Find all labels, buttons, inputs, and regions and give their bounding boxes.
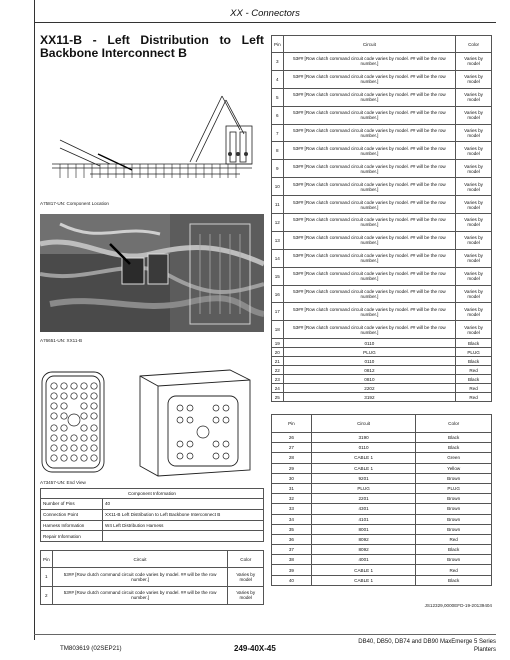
wire-color-cell: Black xyxy=(416,575,492,585)
footer-models-line1: DB40, DB50, DB74 and DB90 MaxEmerge 5 Series xyxy=(358,639,496,645)
circuit-cell: 53## [Row clutch command circuit code varies by model. ## will be the row number.] xyxy=(283,303,456,321)
circuit-cell: 53## [Row clutch command circuit code varies by model. ## will be the row number.] xyxy=(283,124,456,142)
component-info-value: 40 xyxy=(103,499,264,510)
pin-number-cell: 17 xyxy=(272,303,284,321)
footer-models-line2: Planters xyxy=(473,647,496,653)
table-row xyxy=(272,366,492,375)
table-row xyxy=(272,375,492,384)
wire-color-cell: Black xyxy=(456,339,492,348)
pin-number-cell: 26 xyxy=(272,433,312,443)
circuit-cell: 53## [Row clutch command circuit code varies by model. ## will be the row number.] xyxy=(283,142,456,160)
circuit-cell: CABLE 1 xyxy=(311,463,416,473)
pin-number-cell: 31 xyxy=(272,483,312,493)
end-view-pin-grid xyxy=(51,383,97,461)
wire-color-cell: Varies by model xyxy=(456,321,492,339)
wire-color-cell: Yellow xyxy=(416,463,492,473)
pin-column-header: Pin xyxy=(272,415,312,433)
table-row xyxy=(272,249,492,267)
table-row xyxy=(272,88,492,106)
wire-color-cell: Varies by model xyxy=(456,178,492,196)
pin-number-cell: 39 xyxy=(272,565,312,575)
table-row xyxy=(272,267,492,285)
circuit-cell: 53## [Row clutch command circuit code varies by model. ## will be the row number.] xyxy=(283,231,456,249)
wire-color-cell: Black xyxy=(456,357,492,366)
component-info-key: Connection Point xyxy=(41,509,103,520)
pin-column-header: Pin xyxy=(272,36,284,53)
table-row xyxy=(272,565,492,575)
circuit-cell: 53## [Row clutch command circuit code varies by model. ## will be the row number.] xyxy=(283,53,456,71)
table-row xyxy=(272,534,492,544)
circuit-cell: CABLE 1 xyxy=(311,575,416,585)
table-row xyxy=(272,393,492,402)
page-header: XX - Connectors xyxy=(230,8,300,19)
wire-color-cell: Varies by model xyxy=(456,106,492,124)
component-location-illustration xyxy=(40,70,264,198)
circuit-cell: 0110 xyxy=(283,339,456,348)
circuit-cell: 4101 xyxy=(311,514,416,524)
pin-number-cell: 38 xyxy=(272,555,312,565)
circuit-cell: 53## [Row clutch command circuit code varies by model. ## will be the row number.] xyxy=(283,178,456,196)
wire-color-cell: Black xyxy=(416,443,492,453)
pin-number-cell: 7 xyxy=(272,124,284,142)
circuit-cell: 53## [Row clutch command circuit code varies by model. ## will be the row number.] xyxy=(52,568,228,587)
component-information-heading: Component Information xyxy=(41,489,264,499)
circuit-cell: CABLE 1 xyxy=(311,565,416,575)
pin-number-cell: 33 xyxy=(272,504,312,514)
table-row xyxy=(272,321,492,339)
pin-number-cell: 29 xyxy=(272,463,312,473)
circuit-cell: 0810 xyxy=(283,375,456,384)
table-row xyxy=(272,339,492,348)
circuit-column-header: Circuit xyxy=(283,36,456,53)
table-row xyxy=(272,124,492,142)
table-row xyxy=(272,348,492,357)
circuit-cell: 53## [Row clutch command circuit code varies by model. ## will be the row number.] xyxy=(283,88,456,106)
pin-number-cell: 14 xyxy=(272,249,284,267)
color-column-header: Color xyxy=(456,36,492,53)
table-row xyxy=(272,494,492,504)
circuit-cell: 53## [Row clutch command circuit code varies by model. ## will be the row number.] xyxy=(283,285,456,303)
pin-number-cell: 22 xyxy=(272,366,284,375)
pin-number-cell: 11 xyxy=(272,196,284,214)
pin-number-cell: 15 xyxy=(272,267,284,285)
wire-color-cell: Black xyxy=(456,375,492,384)
wire-color-cell: PLUG xyxy=(416,483,492,493)
circuit-cell: 8001 xyxy=(311,524,416,534)
pin-number-cell: 32 xyxy=(272,494,312,504)
circuit-cell: 53## [Row clutch command circuit code varies by model. ## will be the row number.] xyxy=(283,196,456,214)
connector-photo-caption: A76651-UN: XX11-B xyxy=(40,338,83,343)
pin-number-cell: 6 xyxy=(272,106,284,124)
wire-color-cell: Varies by model xyxy=(456,214,492,232)
wire-color-cell: Varies by model xyxy=(456,53,492,71)
connector-end-view xyxy=(40,366,264,478)
table-row xyxy=(272,514,492,524)
pin-number-cell: 28 xyxy=(272,453,312,463)
wire-color-cell: Red xyxy=(416,534,492,544)
pin-column-header: Pin xyxy=(41,551,53,568)
table-row xyxy=(272,504,492,514)
color-column-header: Color xyxy=(228,551,264,568)
pin-number-cell: 13 xyxy=(272,231,284,249)
table-row xyxy=(272,453,492,463)
pin-number-cell: 19 xyxy=(272,339,284,348)
table-row xyxy=(272,433,492,443)
circuit-cell: 4301 xyxy=(311,504,416,514)
pin-number-cell: 1 xyxy=(41,568,53,587)
table-row xyxy=(272,524,492,534)
wire-color-cell: Varies by model xyxy=(456,303,492,321)
wire-color-cell: Red xyxy=(456,393,492,402)
pin-number-cell: 24 xyxy=(272,384,284,393)
component-info-key: Harness Information xyxy=(41,520,103,531)
circuit-cell: 53## [Row clutch command circuit code varies by model. ## will be the row number.] xyxy=(283,70,456,88)
circuit-cell: 53## [Row clutch command circuit code varies by model. ## will be the row number.] xyxy=(52,586,228,605)
component-info-value: XX11-B Left Distribution to Left Backbone Interconnect B xyxy=(103,509,264,520)
pin-number-cell: 25 xyxy=(272,393,284,402)
circuit-cell: 2201 xyxy=(311,494,416,504)
footer-models xyxy=(326,638,496,654)
wire-color-cell: Brown xyxy=(416,514,492,524)
header-rule xyxy=(34,22,496,23)
pin-number-cell: 3 xyxy=(272,53,284,71)
component-info-row xyxy=(41,509,264,520)
pin-number-cell: 8 xyxy=(272,142,284,160)
pin-number-cell: 36 xyxy=(272,534,312,544)
connector-photo xyxy=(40,214,264,332)
section-title-line1: XX11-B - Left Distribution to Left xyxy=(40,33,264,47)
circuit-cell: 2202 xyxy=(283,384,456,393)
wire-color-cell: Varies by model xyxy=(228,568,264,587)
pin-number-cell: 5 xyxy=(272,88,284,106)
table-row xyxy=(272,483,492,493)
wire-color-cell: Varies by model xyxy=(456,70,492,88)
wire-color-cell: Varies by model xyxy=(456,88,492,106)
pin-number-cell: 9 xyxy=(272,160,284,178)
pin-number-cell: 23 xyxy=(272,375,284,384)
pin-number-cell: 2 xyxy=(41,586,53,605)
wire-color-cell: Varies by model xyxy=(456,249,492,267)
table-row xyxy=(272,178,492,196)
component-info-row xyxy=(41,520,264,531)
wire-color-cell: Brown xyxy=(416,524,492,534)
circuit-cell: PLUG xyxy=(283,348,456,357)
circuit-column-header: Circuit xyxy=(311,415,416,433)
circuit-cell: 9201 xyxy=(311,473,416,483)
circuit-cell: 3190 xyxy=(311,433,416,443)
wire-color-cell: PLUG xyxy=(456,348,492,357)
circuit-cell: 53## [Row clutch command circuit code varies by model. ## will be the row number.] xyxy=(283,321,456,339)
pin-table-right-continued xyxy=(271,414,492,586)
pin-number-cell: 35 xyxy=(272,524,312,534)
wire-color-cell: Varies by model xyxy=(456,124,492,142)
wire-color-cell: Varies by model xyxy=(456,160,492,178)
wire-color-cell: Black xyxy=(416,433,492,443)
pin-number-cell: 21 xyxy=(272,357,284,366)
circuit-cell: 53## [Row clutch command circuit code varies by model. ## will be the row number.] xyxy=(283,106,456,124)
end-view-caption: A73457-UN: End View xyxy=(40,480,86,485)
table-row xyxy=(272,214,492,232)
reference-code: JS12329,0000EFD-19-20139404 xyxy=(424,603,492,608)
pin-number-cell: 4 xyxy=(272,70,284,88)
wire-color-cell: Varies by model xyxy=(456,231,492,249)
table-row xyxy=(272,357,492,366)
table-row xyxy=(272,384,492,393)
pin-number-cell: 37 xyxy=(272,545,312,555)
table-row xyxy=(272,575,492,585)
footer-manual-id: TM803619 (02SEP21) xyxy=(60,645,122,652)
wire-color-cell: Brown xyxy=(416,504,492,514)
circuit-cell: 0812 xyxy=(283,366,456,375)
pin-number-cell: 16 xyxy=(272,285,284,303)
circuit-cell: CABLE 1 xyxy=(311,453,416,463)
wire-color-cell: Black xyxy=(416,545,492,555)
table-row xyxy=(272,285,492,303)
pin-number-cell: 20 xyxy=(272,348,284,357)
wire-color-cell: Red xyxy=(456,366,492,375)
table-row xyxy=(272,555,492,565)
component-information-table xyxy=(40,488,264,542)
wire-color-cell: Red xyxy=(456,384,492,393)
table-row xyxy=(272,70,492,88)
wire-color-cell: Red xyxy=(416,565,492,575)
table-row xyxy=(272,473,492,483)
circuit-cell: 3192 xyxy=(283,393,456,402)
circuit-cell: 53## [Row clutch command circuit code varies by model. ## will be the row number.] xyxy=(283,160,456,178)
circuit-cell: 8092 xyxy=(311,545,416,555)
circuit-cell: 4001 xyxy=(311,555,416,565)
pin-number-cell: 18 xyxy=(272,321,284,339)
pin-table-right xyxy=(271,35,492,402)
table-row xyxy=(272,231,492,249)
component-info-key: Number of Pins xyxy=(41,499,103,510)
component-info-value xyxy=(103,531,264,542)
wire-color-cell: Varies by model xyxy=(456,142,492,160)
table-row xyxy=(272,53,492,71)
pin-number-cell: 10 xyxy=(272,178,284,196)
component-info-row xyxy=(41,499,264,510)
pin-number-cell: 27 xyxy=(272,443,312,453)
component-info-row xyxy=(41,531,264,542)
circuit-cell: 0110 xyxy=(283,357,456,366)
page-frame-left-rule xyxy=(34,0,35,640)
color-column-header: Color xyxy=(416,415,492,433)
pin-number-cell: 30 xyxy=(272,473,312,483)
footer-rule xyxy=(34,634,496,635)
component-info-value: W4 Left Distribution Harness xyxy=(103,520,264,531)
circuit-cell: PLUG xyxy=(311,483,416,493)
table-row xyxy=(41,568,264,587)
circuit-cell: 53## [Row clutch command circuit code varies by model. ## will be the row number.] xyxy=(283,249,456,267)
component-info-key: Repair Information xyxy=(41,531,103,542)
pin-number-cell: 34 xyxy=(272,514,312,524)
wire-color-cell: Brown xyxy=(416,494,492,504)
wire-color-cell: Varies by model xyxy=(228,586,264,605)
wire-color-cell: Varies by model xyxy=(456,196,492,214)
pin-number-cell: 12 xyxy=(272,214,284,232)
component-location-caption: A75817-UN: Component Location xyxy=(40,201,109,206)
circuit-column-header: Circuit xyxy=(52,551,228,568)
table-row xyxy=(272,142,492,160)
table-row xyxy=(272,443,492,453)
wire-color-cell: Varies by model xyxy=(456,285,492,303)
pin-number-cell: 40 xyxy=(272,575,312,585)
table-row xyxy=(272,160,492,178)
circuit-cell: 0110 xyxy=(311,443,416,453)
wire-color-cell: Brown xyxy=(416,473,492,483)
wire-color-cell: Brown xyxy=(416,555,492,565)
circuit-cell: 53## [Row clutch command circuit code varies by model. ## will be the row number.] xyxy=(283,267,456,285)
section-title xyxy=(40,34,264,60)
table-row xyxy=(272,196,492,214)
table-row xyxy=(272,303,492,321)
pin-table-left xyxy=(40,550,264,605)
table-row xyxy=(41,586,264,605)
circuit-cell: 53## [Row clutch command circuit code varies by model. ## will be the row number.] xyxy=(283,214,456,232)
section-title-line2: Backbone Interconnect B xyxy=(40,46,187,60)
wire-color-cell: Varies by model xyxy=(456,267,492,285)
wire-color-cell: Green xyxy=(416,453,492,463)
table-row xyxy=(272,463,492,473)
footer-page-number: 249-40X-45 xyxy=(234,644,276,653)
circuit-cell: 8092 xyxy=(311,534,416,544)
table-row xyxy=(272,545,492,555)
table-row xyxy=(272,106,492,124)
